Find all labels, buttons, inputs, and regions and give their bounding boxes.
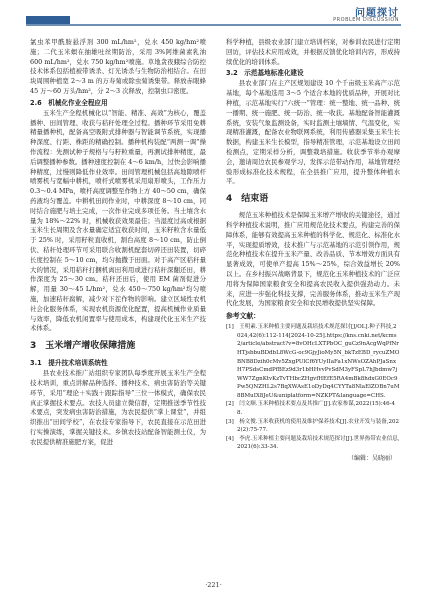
paragraph: 玉米生产全程机械化以“智能、精准、高效”为核心，覆盖播种、田间管理、收获与秸秆处理全过程。播种环节采用免耕精量播种机，配备高空吸附式排种器与智能调节系统，实现播种深度、行距、株距的精确控制。播种机构装配“两测一调”操作流程：先测试种子规格与与籽粒重量，再测试排种精度，最后调整播种参数。播种速度控制在 4～6 km/h，过快会影响播种精度，过慢则降低作业效率。田间管理机械包括高地隙喷杆喷雾机与宽幅中耕机，喷杆式喷雾机采用扇形喷头，工作压力 0.3～0.4 MPa，喷杆高度调整至作物上方 40～50 cm，确保药液均匀覆盖。中耕机田间作业时，中耕深度 8～10 cm，同时结合施肥与培土完成，一次作业完成多项任务。当土壤含水量为 18%～22% 时，机械收获效果最佳；当湿度过高或根据玉米生长周期及含水量确定适宜收获时间，玉米籽粒含水量低于 25% 时，采用籽粒直收机，割台高度 8～10 cm，防止倒伏、秸秆处理环节可采用联合收割机配套切碎还田装置，切碎长度控制在 5～10 cm，均匀抛撒于田面。对于高产区秸秆量大的情况，采用秸秆打捆机离田利用或进行秸秆深翻还田，耕作深度为 25～30 cm。秸秆还田后，使用 EM 菌剂促进分解，用量 30～45 L/hm²，兑水 450～750 kg/hm²均匀喷施，加速秸秆腐解，减少对下茬作物的影响。建立区域性农机社会化服务体系，实现农机资源优化配置，提高机械作业质量与效率，降低农机闲置率与使用成本，构建现代化玉米生产技术体系。 <box>30 108 206 333</box>
subsection-heading: 2.6 机械化作业全程应用 <box>30 98 108 107</box>
paragraph: 氯虫苯甲酰胺悬浮剂 300 mL/hm²，兑水 450 kg/hm²喷施；二代玉米螟在抽雄吐丝期防治，采用 3%阿维菌素乳油 600 mL/hm²，兑水 750 kg/hm²喷施。草地贪夜蛾综合防控技术体系包括植被带诱杀、灯光诱杀与生物防治相结合。在田块周围种植宽 2～3 m 的万寿菊或除虫菊诱集带。释放赤眼蜂 45 万～60 万头/hm²，分 2～3 次释放，控制虫口密度。 <box>30 38 206 95</box>
subsection-heading: 3.2 示范基地标准化建设 <box>226 69 304 78</box>
paragraph: 规范玉米种植技术是保障玉米增产增收的关键途径，通过科学种植技术说明，推广应用规范化技术要点，构建完善的保障体系，能够有效提高玉米种植的科学化、规范化、标准化水平，实现提质增效，技术推广与示范基地的示范引领作用，规范化种植技术在提升玉米产量、改善品质、节本增效方面具有显著成效，可使单产提高 15%～25%，综合效益增长 20%以上。在乡村振兴战略背景下，规范化玉米种植技术的广泛应用将为保障国家粮食安全和提高农民收入提供强劲动力。未来，应进一步强化科技支撑，完善服务体系，推动玉米生产现代化发展，为国家粮食安全和农民增收提供坚实保障。 <box>226 211 400 308</box>
section-subtitle: PROBLEM DISCUSSION <box>333 17 399 23</box>
right-column <box>226 38 400 464</box>
header-rule <box>26 24 401 26</box>
editor-credit: （编辑：吴晓丽） <box>347 455 396 463</box>
section-heading: 4 结束语 <box>226 194 269 205</box>
paragraph: 科学种植，县级农业部门建立培训档案，对参训农民进行定期回访，评估技术应用成效，并根据反馈优化培训内容，形成持续优化的培训体系。 <box>226 38 400 66</box>
left-column <box>30 38 206 447</box>
reference-item: [2] 闫文顺.玉米种植技术要点及其推广[J].农家参谋,2022(15):46-48. <box>226 401 396 417</box>
subsection-heading: 3.1 提升技术培训系统性 <box>30 359 108 368</box>
section-title: 问题探讨 <box>355 8 399 19</box>
page-number: ·221· <box>205 581 222 589</box>
paragraph: 县农业技术推广站组织专家团队每季度开展玉米生产全程技术培训，重点讲解品种选择、播种技术、病虫害防治等关键环节，采用“理论＋实践＋跟踪指导”三位一体模式，确保农民真正掌握技术要点。农技人员建立微信群，定期推送季节性技术要点，突发病虫害防治措施，为农民提供“掌上课堂”，并组织推出“田间学校”，在农技专家指导下，农民直接在示范田进行实操演练，掌握关键技术。乡镇农技站配备智能测土仪，为农民提供精准施肥方案，促进 <box>30 369 206 446</box>
paragraph: 县农业部门在主产区规划建设 10 个千亩级玉米高产示范基地，每个基地选用 3～5 个适合本地的优质品种，开展对比种植，示范基地实行“六统一”管理：统一整地、统一品种、统一播期、统一施肥、统一防治、统一收获。基地配备智能灌溉系统，安装气象监测设备，实时监测土壤墒情、气温变化，实现精准灌溉，配备农业物联网系统，利用传感器采集玉米生长数据，构建玉米生长模型，指导精准管理，示范基地设立田间检测点，定期采样分析，调整栽培措施。收获季节举办观摩会，邀请周边农民参观学习，发挥示范带动作用，基地管理经验形成标准化技术规程，在全县推广应用，提升整体种植水平。 <box>226 79 400 186</box>
page-header <box>0 0 427 34</box>
section-heading: 3 玉米增产增收保障措施 <box>30 341 136 352</box>
reference-item: [4] 李虎.玉米种植主要问题及栽培技术规范探讨[J].世界热带农业信息,2021(6):33-34. <box>226 435 400 451</box>
reference-item: [3] 杨文俊.玉米收获机的使用及维护保养技术[J].农业开发与装备,2022(2):75-77. <box>226 418 400 434</box>
header-accent-block <box>26 16 70 24</box>
references-title: 参考文献： <box>226 312 260 321</box>
reference-item: [1] 王明素.玉米种植主要问题及栽培技术规范探讨[J/OL].种子科技,2024,42(6):112-114[2024-10-25].https://kns.cnki.net/kcms2/article/abstract?v=8vOHcLXTPbOC_guCz9nAcgWqPfNrHTjsbbuBDdbL8WcG-oc9GjyJioMy5N_bkTzEBD_rycuZMOBNB8Dzih0cMv5ZxgPUlCf6YUyIIaFa1xNWsOZAhPJaSnxH7PSdsCmdPfBEz9d3r1bHHvvPvSdM3yFSpL7hJbdmw7jWW7ZgnKtvKzTvTHbcZHgvfHEfE5RA4mBk8hdxG0EOc9Pw5QNZHL2s7BqXWAsE1oDyDq4CYYTa8NlaElZOBn7uM8BMuIX8JeU&uniplatform=NZKPT&language=CHS. <box>226 324 400 399</box>
